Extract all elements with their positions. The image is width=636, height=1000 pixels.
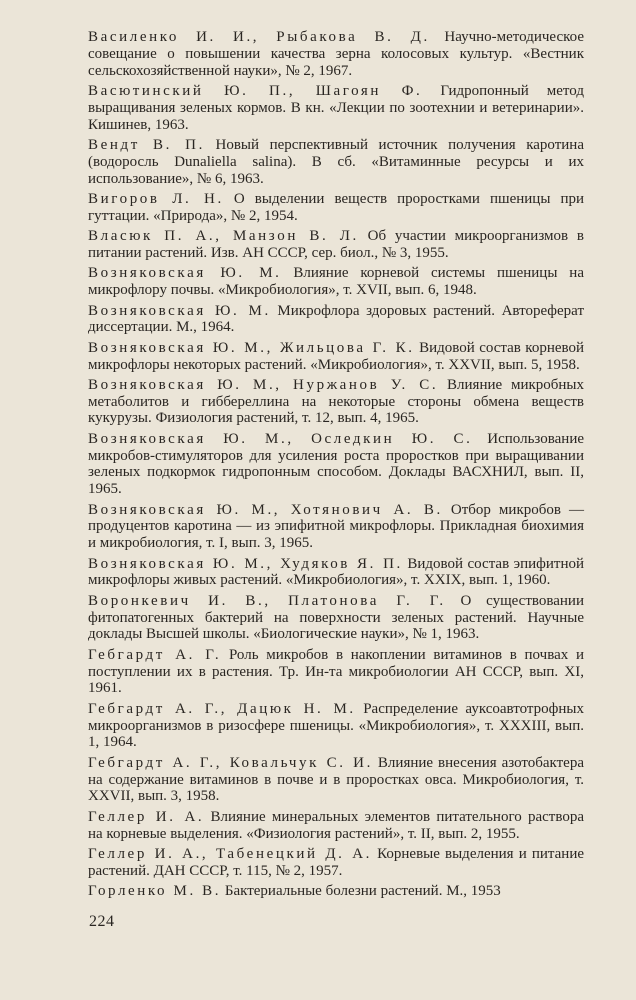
entry-text: Об участии микроорганизмов в питании растений. Изв. АН СССР, сер. биол., № 3, 1955.: [88, 228, 584, 261]
entry-author: Гебгардт А. Г., Дацюк Н. М.: [88, 700, 356, 717]
entry-text: Роль микробов в накоплении витаминов в почвах и поступлении их в растения. Тр. Ин-та микробиологии АН СССР, вып. XI, 1961.: [88, 646, 584, 697]
bibliography-entry: [88, 303, 584, 337]
entry-author: Возняковская Ю. М., Хотянович А. В.: [88, 501, 443, 518]
bibliography-entry: [88, 265, 584, 299]
entry-author: Возняковская Ю. М.: [88, 265, 282, 282]
entry-author: Василенко И. И., Рыбакова В. Д.: [88, 29, 430, 45]
bibliography-entry: [88, 593, 584, 643]
entry-author: Возняковская Ю. М.: [88, 302, 271, 319]
entry-text: О выделении веществ проростками пшеницы при гуттации. «Природа», № 2, 1954.: [88, 190, 585, 224]
bibliography-entry: [88, 83, 584, 133]
entry-text: Влияние корневой системы пшеницы на микрофлору почвы. «Микробиология», т. XVII, вып. 6, 1948.: [88, 265, 584, 299]
entry-text: Видовой состав эпифитной микрофлоры живых растений. «Микробиология», т. XXIX, вып. 1, 1960.: [88, 555, 584, 589]
bibliography-entry: [88, 502, 584, 552]
bibliography-entry: [88, 701, 584, 751]
entry-text: О существовании фитопатогенных бактерий на поверхности зеленых растений. Научные доклады Высшей школы. «Биологические науки», № 1, 1963.: [88, 592, 584, 643]
entry-text: Научно-методическое совещание о повышении качества зерна колосовых культур. «Вестник сельскохозяйственной науки», № 2, 1967.: [88, 29, 584, 79]
page-number: 224: [89, 913, 115, 930]
entry-text: Корневые выделения и питание растений. ДАН СССР, т. 115, № 2, 1957.: [88, 845, 585, 879]
entry-author: Возняковская Ю. М., Оследкин Ю. С.: [88, 430, 473, 447]
entry-text: Влияние внесения азотобактера на содержание витаминов в почве и в проростках овса. Микробиология, т. XXVII, вып. 3, 1958.: [88, 754, 584, 805]
entry-author: Возняковская Ю. М., Худяков Я. П.: [88, 555, 403, 572]
entry-author: Власюк П. А., Манзон В. Л.: [88, 228, 359, 245]
bibliography-entry: [88, 556, 584, 590]
entry-author: Гебгардт А. Г.: [88, 646, 222, 663]
bibliography-entry: [88, 340, 584, 374]
entry-author: Гебгардт А. Г., Ковальчук С. И.: [88, 754, 373, 771]
entry-author: Горленко М. В.: [88, 883, 222, 900]
entry-author: Васютинский Ю. П., Шагоян Ф.: [88, 82, 423, 99]
bibliography-entry: [88, 647, 584, 697]
entry-author: Вигоров Л. Н.: [88, 190, 224, 207]
bibliography-entry: [88, 191, 584, 225]
entry-text: Использование микробов-стимуляторов для усиления роста проростков при выращивании зеленых подкормок гидропонным способом. Доклады ВАСХНИЛ, вып. II, 1965.: [88, 430, 585, 498]
entry-text: Видовой состав корневой микрофлоры некоторых растений. «Микробиология», т. XXVII, вып. 5, 1958.: [88, 339, 585, 373]
bibliography-entry: [88, 809, 584, 843]
bibliography-entry: [88, 883, 584, 900]
entry-author: Возняковская Ю. М., Жильцова Г. К.: [88, 339, 415, 356]
entry-text: Распределение ауксоавтотрофных микроорганизмов в ризосфере пшеницы. «Микробиология», т. XXXIII, вып. 1, 1964.: [88, 700, 584, 751]
bibliography-entry: [88, 377, 584, 427]
entry-text: Влияние микробных метаболитов и гиббереллина на некоторые стороны обмена веществ кукурузы. Физиология растений, т. 12, вып. 4, 1965.: [88, 376, 585, 427]
entry-author: Возняковская Ю. М., Нуржанов У. С.: [88, 376, 439, 393]
entry-author: Геллер И. А.: [88, 808, 205, 825]
entry-text: Гидропонный метод выращивания зеленых кормов. В кн. «Лекции по зоотехнии и ветеринарии». Кишинев, 1963.: [88, 82, 584, 133]
bibliography-entry: [88, 29, 584, 79]
entry-author: Геллер И. А., Табенецкий Д. А.: [88, 845, 373, 862]
bibliography-entry: [88, 431, 584, 498]
entry-text: Влияние минеральных элементов питательного раствора на корневые выделения. «Физиология растений», т. II, вып. 2, 1955.: [88, 808, 585, 842]
entry-author: Вендт В. П.: [88, 136, 205, 153]
bibliography-entry: [88, 137, 584, 187]
entry-text: Отбор микробов — продуцентов каротина — из эпифитной микрофлоры. Прикладная биохимия и микробиология, т. I, вып. 3, 1965.: [88, 501, 584, 552]
bibliography-list: [88, 29, 584, 904]
bibliography-entry: [88, 228, 584, 262]
entry-text: Бактериальные болезни растений. М., 1953: [224, 883, 501, 900]
entry-author: Воронкевич И. В., Платонова Г. Г.: [88, 592, 446, 609]
entry-text: Новый перспективный источник получения каротина (водоросль Dunaliella salina). В сб. «Витаминные ресурсы и их использование», № 6, 1963.: [88, 136, 584, 187]
bibliography-entry: [88, 755, 584, 805]
entry-text: Микрофлора здоровых растений. Автореферат диссертации. М., 1964.: [88, 302, 585, 336]
bibliography-entry: [88, 846, 584, 880]
